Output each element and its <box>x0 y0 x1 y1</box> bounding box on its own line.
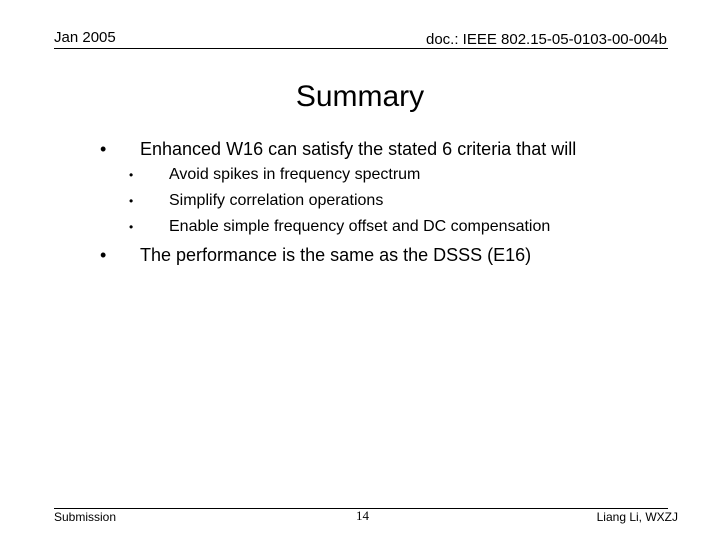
sub-bullet-text-offset: Enable simple frequency offset and DC compensation <box>169 218 551 235</box>
footer-submission: Submission <box>54 510 117 524</box>
sub-bullet-marker: • <box>129 168 134 182</box>
sub-bullet-text-spikes: Avoid spikes in frequency spectrum <box>169 166 421 183</box>
slide-title: Summary <box>295 80 425 113</box>
header-date: Jan 2005 <box>54 29 116 46</box>
sub-bullet-marker: • <box>129 220 134 234</box>
footer-page-number: 14 <box>356 508 369 523</box>
sub-bullet-marker: • <box>129 194 134 208</box>
header-divider <box>54 48 668 49</box>
bullet-marker: • <box>100 245 107 265</box>
bullet-text-performance: The performance is the same as the DSSS (E16) <box>140 245 532 265</box>
bullet-marker: • <box>100 139 107 159</box>
bullet-text-criteria: Enhanced W16 can satisfy the stated 6 criteria that will <box>140 139 577 159</box>
sub-bullet-text-correlation: Simplify correlation operations <box>169 192 384 209</box>
footer-author: Liang Li, WXZJ <box>596 510 678 524</box>
header-doc-id: doc.: IEEE 802.15-05-0103-00-004b <box>425 31 667 48</box>
